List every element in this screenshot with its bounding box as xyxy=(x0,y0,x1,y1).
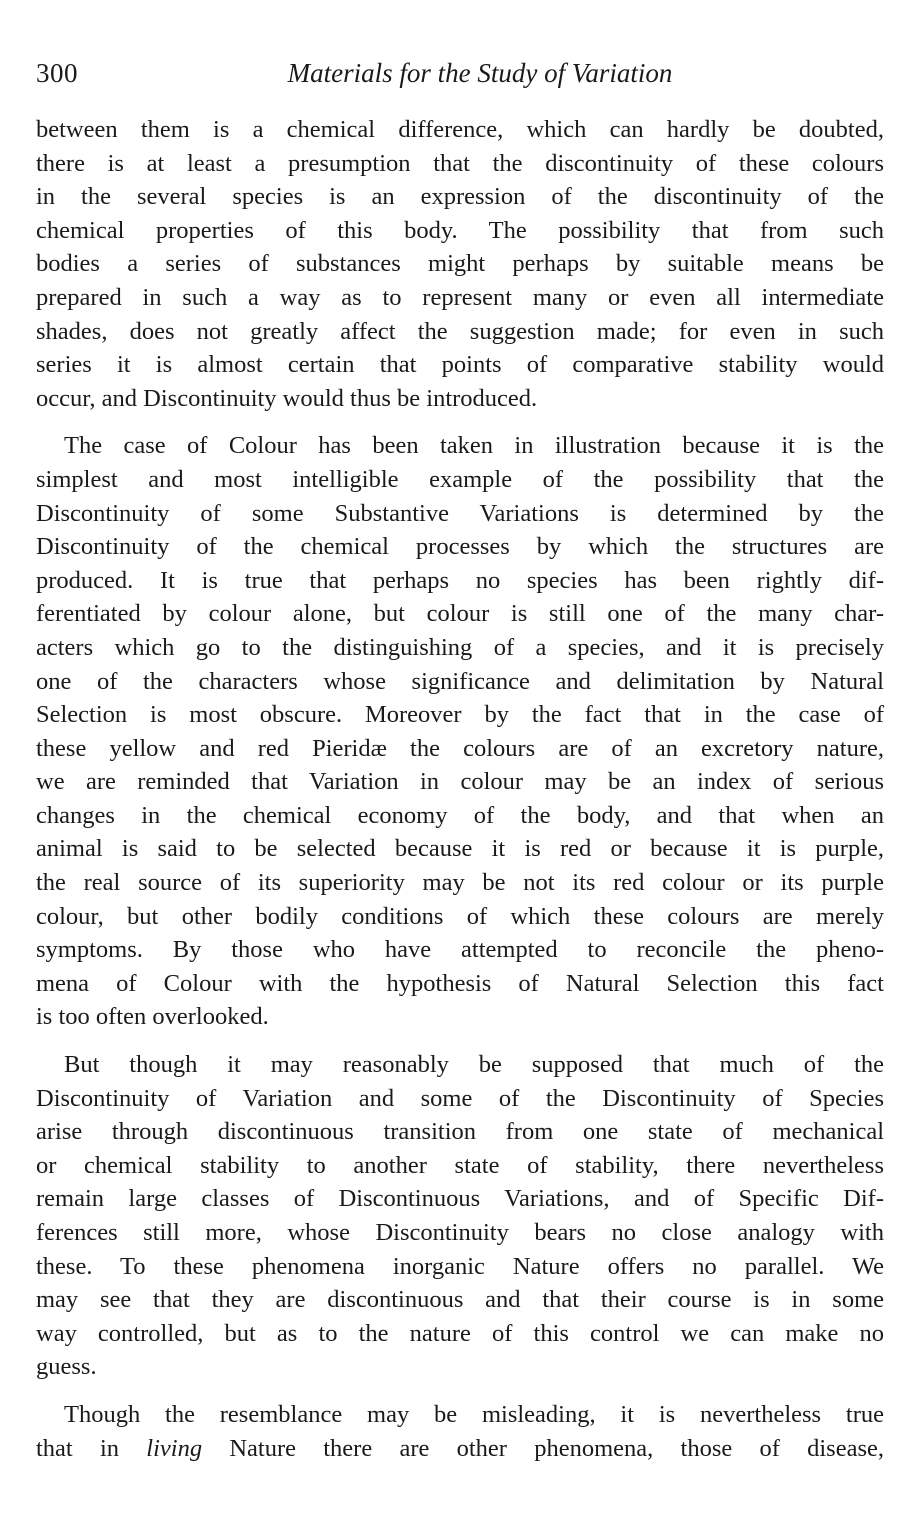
text-line: Selection is most obscure. Moreover by the fact that in the case of xyxy=(36,701,884,729)
text-segment: Nature there are other phenomena, those of disease, xyxy=(202,1434,885,1462)
book-page xyxy=(36,52,884,1469)
emphasized-word: living xyxy=(146,1434,203,1462)
text-line: shades, does not greatly affect the suggestion made; for even in such xyxy=(36,317,884,345)
text-line: ferentiated by colour alone, but colour is still one of the many char- xyxy=(36,600,884,628)
text-line: guess. xyxy=(36,1353,97,1381)
paragraph-4 xyxy=(36,1398,884,1465)
text-line: series it is almost certain that points of comparative stability would xyxy=(36,351,884,379)
text-line: changes in the chemical economy of the body, and that when an xyxy=(36,801,884,829)
text-line: one of the characters whose significance and delimitation by Natural xyxy=(36,667,884,695)
running-head xyxy=(36,52,884,100)
paragraph-3 xyxy=(36,1048,884,1384)
page-number: 300 xyxy=(36,58,78,88)
text-line: prepared in such a way as to represent many or even all intermediate xyxy=(36,283,884,311)
text-line: remain large classes of Discontinuous Variations, and of Specific Dif- xyxy=(36,1185,884,1213)
text-line: simplest and most intelligible example of the possibility that the xyxy=(36,465,884,493)
running-title: Materials for the Study of Variation xyxy=(287,58,673,88)
paragraph-2 xyxy=(36,429,884,1034)
text-line: chemical properties of this body. The possibility that from such xyxy=(36,216,884,244)
text-line: Discontinuity of Variation and some of the Discontinuity of Species xyxy=(36,1084,884,1112)
text-line: the real source of its superiority may be not its red colour or its purple xyxy=(36,869,884,897)
text-line-with-emphasis xyxy=(36,1432,884,1466)
text-line: or chemical stability to another state of stability, there nevertheless xyxy=(36,1151,884,1179)
text-line: is too often overlooked. xyxy=(36,1003,269,1031)
text-line: in the several species is an expression of the discontinuity of the xyxy=(36,183,884,211)
text-line: ferences still more, whose Discontinuity bears no close analogy with xyxy=(36,1219,884,1246)
body-text xyxy=(36,113,884,1465)
text-line: Discontinuity of some Substantive Variations is determined by the xyxy=(36,499,884,527)
text-line: The case of Colour has been taken in illustration because it is the xyxy=(64,432,884,460)
text-line: arise through discontinuous transition from one state of mechanical xyxy=(36,1118,884,1146)
text-line: may see that they are discontinuous and that their course is in some xyxy=(36,1286,884,1314)
text-line: mena of Colour with the hypothesis of Natural Selection this fact xyxy=(36,969,884,997)
paragraph-1 xyxy=(36,113,884,415)
text-line: acters which go to the distinguishing of a species, and it is precisely xyxy=(36,633,884,661)
text-line: these. To these phenomena inorganic Nature offers no parallel. We xyxy=(36,1252,884,1280)
text-line: animal is said to be selected because it is red or because it is purple, xyxy=(36,835,884,863)
text-segment: that in xyxy=(36,1434,147,1462)
text-line: there is at least a presumption that the discontinuity of these colours xyxy=(36,149,884,177)
text-line: between them is a chemical difference, which can hardly be doubted, xyxy=(36,116,884,143)
text-line: bodies a series of substances might perhaps by suitable means be xyxy=(36,250,884,278)
text-line: colour, but other bodily conditions of which these colours are merely xyxy=(36,902,884,930)
text-line: these yellow and red Pieridæ the colours are of an excretory nature, xyxy=(36,734,884,762)
text-line: way controlled, but as to the nature of this control we can make no xyxy=(36,1319,884,1347)
text-line: occur, and Discontinuity would thus be introduced. xyxy=(36,384,538,412)
text-line: produced. It is true that perhaps no species has been rightly dif- xyxy=(36,566,884,594)
text-line: Though the resemblance may be misleading, it is nevertheless true xyxy=(64,1400,884,1428)
text-line: symptoms. By those who have attempted to reconcile the pheno- xyxy=(36,936,884,964)
text-line: Discontinuity of the chemical processes by which the structures are xyxy=(36,533,884,561)
text-line: But though it may reasonably be supposed that much of the xyxy=(64,1051,884,1079)
text-line: we are reminded that Variation in colour may be an index of serious xyxy=(36,768,884,796)
